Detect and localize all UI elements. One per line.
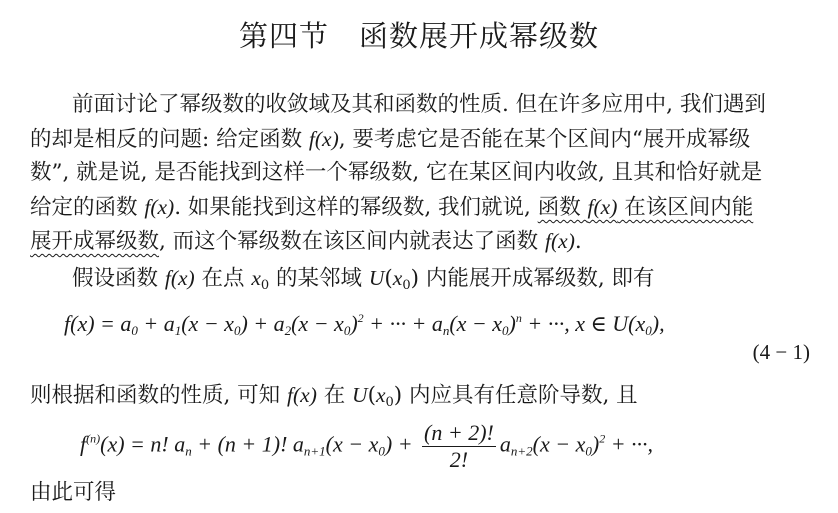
- section-title: 第四节 函数展开成幂级数: [238, 19, 599, 53]
- text-fragment: 在: [316, 383, 353, 408]
- equation-4-1: $f(x) = a_0 + a_1(x - x_0) + a_2(x - x_0)^2$ + ··· + $a_n(x - x_0)^n$ + ···, x ∈ $U(x_0)$,: [64, 311, 665, 338]
- text-fragment: 的某邻域: [269, 266, 369, 291]
- point-x0: x: [375, 383, 386, 407]
- emphasis-wavy-underline: 展开成幂级数: [30, 229, 160, 254]
- text-fragment: .: [574, 229, 582, 254]
- text-fragment: 给定的函数: [30, 195, 145, 220]
- function-fx: f(x): [287, 383, 317, 407]
- text-fragment: . 如果能找到这样的幂级数, 我们就说,: [174, 195, 538, 220]
- text-fragment: , 而这个幂级数在该区间内就表达了函数: [159, 229, 546, 254]
- neighborhood-U: U: [368, 266, 385, 290]
- text-fragment: 内应具有任意阶导数, 且: [402, 383, 638, 408]
- fraction-numerator: (n + 2)!: [424, 420, 494, 445]
- text-fragment: 的却是相反的问题: 给定函数: [30, 127, 309, 152]
- para2-line1: 假设函数 f(x) 在点 $x_0$ 的某邻域 $U(x_0)$ 内能展开成幂级数, 即有: [72, 266, 655, 293]
- subscript: 0: [260, 278, 270, 293]
- subscript: 0: [385, 395, 394, 410]
- function-fx: f(x): [545, 229, 575, 253]
- equation-number: (4 − 1): [752, 340, 810, 364]
- para1-line5: [30, 226, 820, 257]
- para1-line3: 数”, 就是说, 是否能找到这样一个幂级数, 它在某区间内收敛, 且其和恰好就是: [30, 160, 763, 185]
- point-x0: x: [251, 266, 261, 290]
- fraction-denominator: 2!: [449, 447, 469, 472]
- para1-line4: [30, 192, 820, 223]
- emphasis-wavy-underline: [538, 195, 754, 220]
- neighborhood-U: U: [352, 383, 368, 407]
- para3-line1: 则根据和函数的性质, 可知 f(x) 在 $U(x_0)$ 内应具有任意阶导数, 且: [30, 383, 638, 410]
- text-fragment: 在该区间内能: [617, 195, 754, 220]
- derivative-equation: $f^{(n)}(x) = n$! $a_n + (n + 1)$! $a_{n+1}(x - x_0)$ + $\frac{(n + 2)!}{2!}$ $a_{n+2}(x - x_0)^2$ + ···,: [80, 420, 654, 472]
- text-fragment: 假设函数: [72, 266, 165, 291]
- function-fx: f(x): [587, 195, 618, 219]
- para4-line1: 由此可得: [30, 480, 117, 505]
- function-fx: f(x): [164, 266, 195, 290]
- para1-line1: 前面讨论了幂级数的收敛域及其和函数的性质. 但在许多应用中, 我们遇到: [72, 92, 766, 117]
- text-fragment: 则根据和函数的性质, 可知: [30, 383, 288, 408]
- text-fragment: 内能展开成幂级数, 即有: [419, 266, 655, 291]
- text-fragment: 在点: [194, 266, 252, 291]
- subscript: 0: [402, 278, 411, 293]
- point-x0: x: [392, 266, 403, 290]
- text-fragment: 函数: [537, 195, 588, 220]
- function-fx: f(x): [308, 127, 339, 151]
- function-fx: f(x): [144, 195, 175, 219]
- fraction: [422, 420, 496, 473]
- text-fragment: , 要考虑它是否能在某个区间内“展开成幂级: [338, 127, 751, 152]
- para1-line2: [30, 124, 820, 155]
